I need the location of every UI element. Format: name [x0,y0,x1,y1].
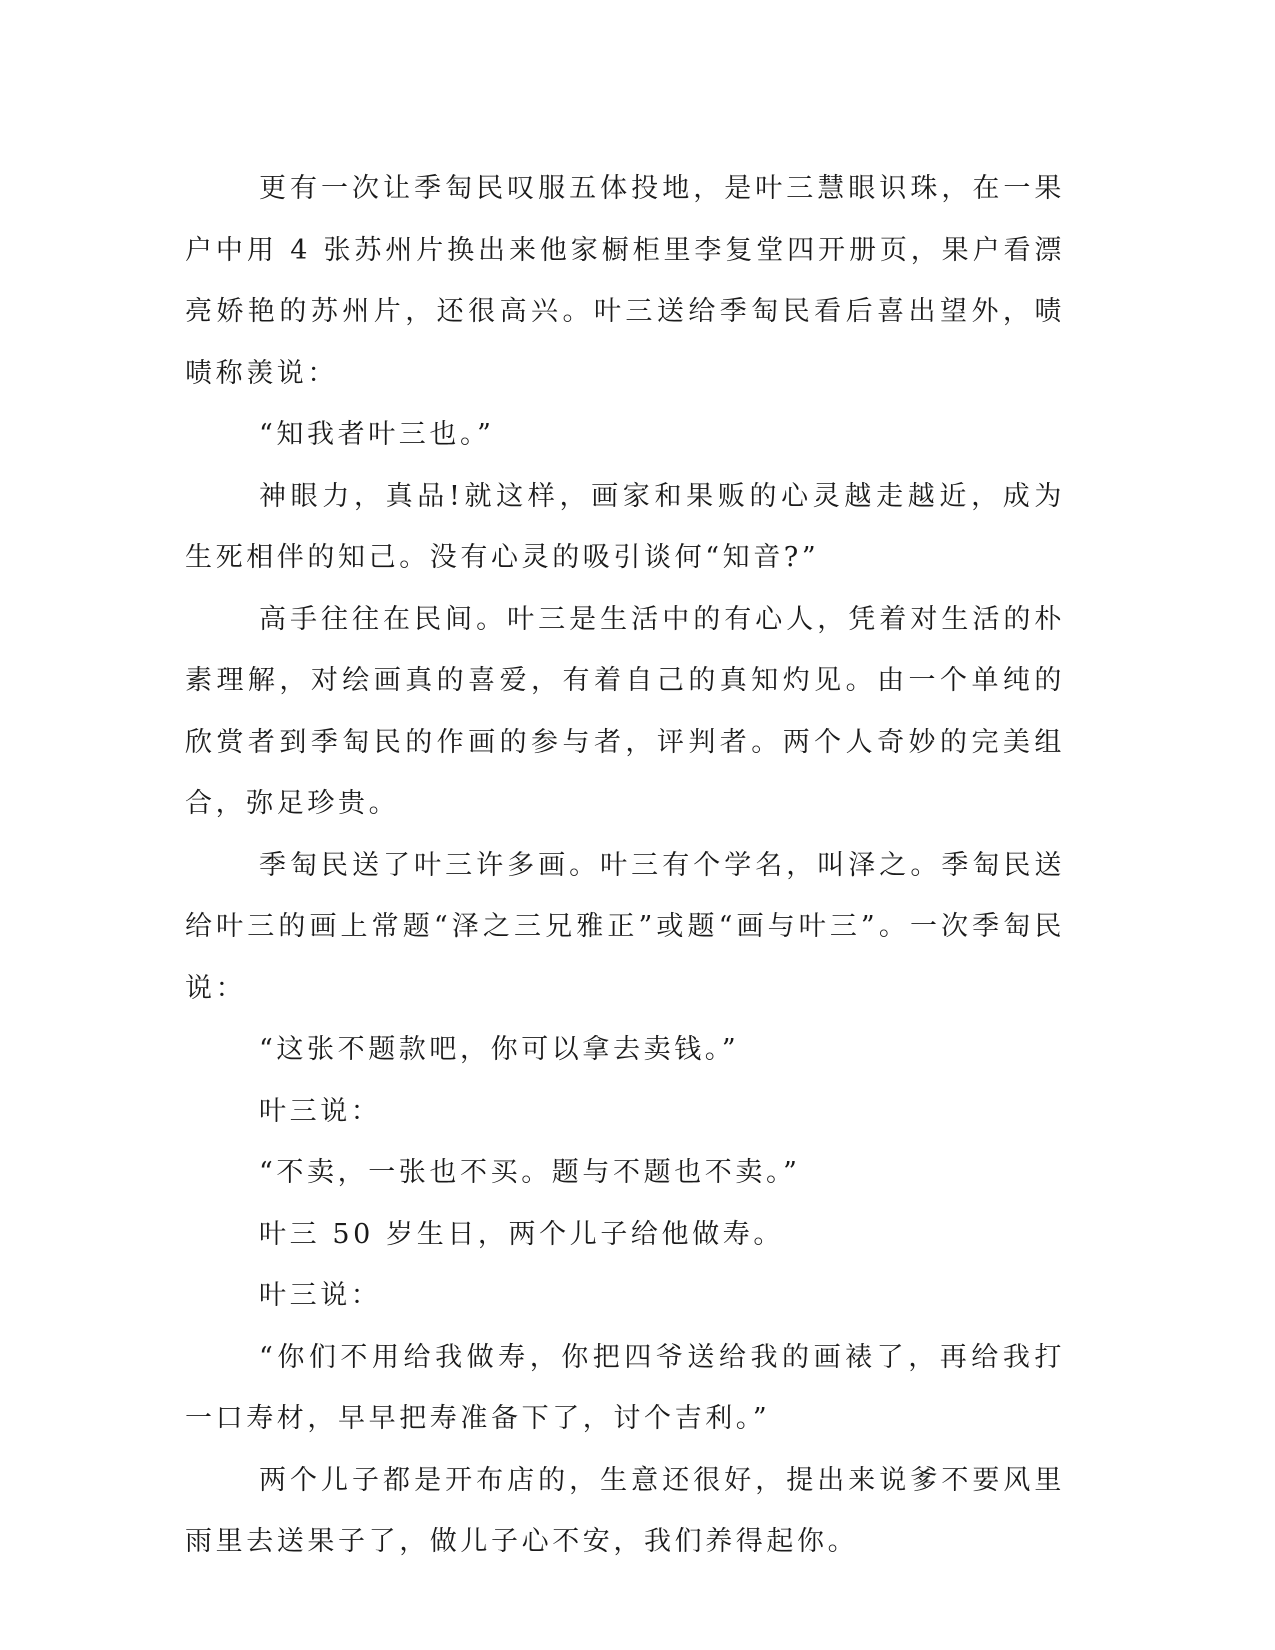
body-text [185,158,1065,1573]
paragraph-12: 两个儿子都是开布店的，生意还很好，提出来说爹不要风里雨里去送果子了，做儿子心不安，我们养得起你。 [185,1464,1065,1557]
paragraph-6-quote: “这张不题款吧，你可以拿去卖钱。” [259,1034,740,1065]
paragraph-3: 神眼力，真品!就这样，画家和果贩的心灵越走越近，成为生死相伴的知己。没有心灵的吸引谈何“知音?” [185,480,1065,573]
paragraph-10: 叶三说： [259,1280,382,1311]
paragraph-11-quote: “你们不用给我做寿，你把四爷送给我的画裱了，再给我打一口寿材，早早把寿准备下了，讨个吉利。” [185,1341,1065,1434]
paragraph-1: 更有一次让季匋民叹服五体投地，是叶三慧眼识珠，在一果户中用 4 张苏州片换出来他家橱柜里李复堂四开册页，果户看漂亮娇艳的苏州片，还很高兴。叶三送给季匋民看后喜出望外，啧啧称羡说： [185,173,1065,389]
paragraph-2-quote: “知我者叶三也。” [259,419,495,450]
paragraph-8-quote: “不卖，一张也不买。题与不题也不卖。” [259,1157,801,1188]
paragraph-9: 叶三 50 岁生日，两个儿子给他做寿。 [259,1218,784,1250]
paragraph-4: 高手往往在民间。叶三是生活中的有心人，凭着对生活的朴素理解，对绘画真的喜爱，有着自己的真知灼见。由一个单纯的欣赏者到季匋民的作画的参与者，评判者。两个人奇妙的完美组合，弥足珍贵。 [185,603,1065,819]
paragraph-7: 叶三说： [259,1095,382,1127]
paragraph-5: 季匋民送了叶三许多画。叶三有个学名，叫泽之。季匋民送给叶三的画上常题“泽之三兄雅正”或题“画与叶三”。一次季匋民说： [185,849,1065,1004]
